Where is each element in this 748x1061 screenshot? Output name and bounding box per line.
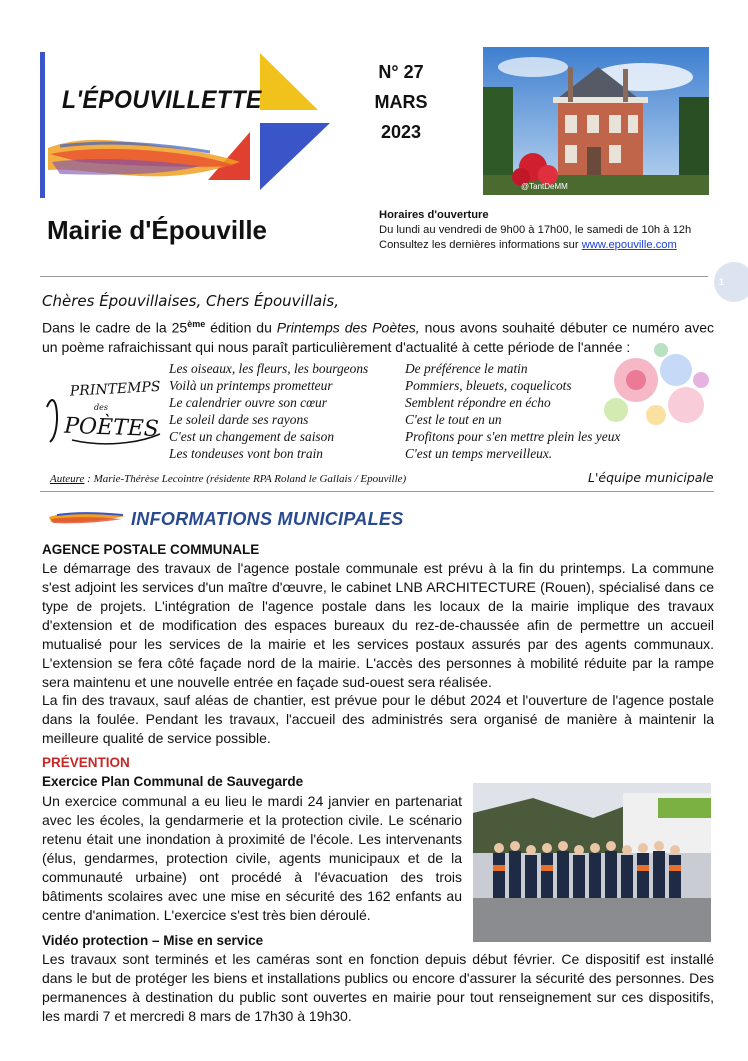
intro-sup: ème [187, 319, 206, 329]
section-title: INFORMATIONS MUNICIPALES [131, 509, 404, 529]
page-number: 1 [719, 277, 725, 287]
agence-title: AGENCE POSTALE COMMUNALE [42, 542, 260, 557]
epouvillette-logo [40, 50, 330, 200]
poem-line: C'est un changement de saison [169, 429, 335, 444]
divider [40, 276, 708, 277]
issue-year: 2023 [380, 122, 422, 142]
hours-title: Horaires d'ouverture [379, 209, 489, 221]
poem-line: Le soleil darde ses rayons [169, 412, 309, 427]
newsletter-title: L'ÉPOUVILLETTE [62, 86, 262, 114]
video-paragraph: Les travaux sont terminés et les caméras sont en fonction depuis début février. Ce dispositif est installé dans le but de protéger les biens et installations publics ou encore d'assurer la sécurité des personnes. Des permanences à destination du public sont ouvertes en mairie pour tout renseignement sur ces dispositifs, les mardi 7 et mercredi 8 mars de 17h30 à 19h30. [42, 951, 714, 1024]
poem-right-column [405, 360, 620, 462]
opening-hours [379, 208, 691, 253]
intro-text: édition du [205, 319, 277, 336]
poem-line: C'est le tout en un [405, 412, 502, 427]
exercice-paragraph: Un exercice communal a eu lieu le mardi 24 janvier en partenariat avec les écoles, la gendarmerie et la protection civile. Le scénario retenu était une inondation à proximité de l'école. Les intervenants (élus, gendarmes, protection civile, agents municipaux et de la communauté urbaine) ont procédé à l'évacuation des trois bâtiments scolaires avec une mise en sécurité des 162 enfants au centre d'animation. L'exercice s'est très bien déroulé. [42, 793, 462, 923]
author-text: : Marie-Thérèse Lecointre (résidente RPA Roland le Gallais / Epouville) [84, 473, 407, 485]
group-photo [473, 783, 711, 942]
poem-line: Profitons pour s'en mettre plein les yeux [405, 429, 621, 444]
poem-line: Les oiseaux, les fleurs, les bourgeons [169, 361, 369, 376]
hours-line: Du lundi au vendredi de 9h00 à 17h00, le samedi de 10h à 12h [379, 224, 692, 236]
logo-line-1: PRINTEMPS [69, 378, 161, 400]
intro-text: Dans le cadre de la 25 [42, 319, 188, 336]
signature: L'équipe municipale [588, 470, 714, 485]
town-hall-title: Mairie d'Épouville [47, 215, 268, 245]
poem-author [50, 473, 406, 485]
greeting: Chères Épouvillaises, Chers Épouvillais, [42, 292, 339, 310]
website-link[interactable]: www.epouville.com [581, 239, 677, 251]
section-brush-icon [47, 507, 127, 529]
event-name: Printemps des Poètes, [276, 319, 420, 336]
poem-left-column [169, 360, 368, 462]
logo-line-3: POÈTES [63, 413, 160, 442]
poem-line: Pommiers, bleuets, coquelicots [405, 378, 572, 393]
flowers-illustration [596, 340, 714, 440]
divider [40, 491, 714, 492]
printemps-des-poetes-logo [42, 372, 167, 452]
agence-paragraph-2: La fin des travaux, sauf aléas de chantier, est prévue pour le début 2024 et l'ouverture de l'agence postale dans la foulée. Pendant les travaux, l'accueil des administrés sera organisé de manière à maintenir la meilleure qualité de service possible. [42, 692, 714, 746]
video-title: Vidéo protection – Mise en service [42, 933, 264, 948]
intro-text: nous avons souhaité débuter ce numéro avec un poème rafraichissant qui nous paraît particulièrement d'actualité à cette période de l'année : [42, 319, 714, 355]
logo-line-2: des [94, 403, 108, 412]
exercice-title: Exercice Plan Communal de Sauvegarde [42, 774, 304, 789]
photo-credit: @TantDeMM [521, 182, 568, 191]
agence-paragraph-1: Le démarrage des travaux de l'agence postale communale est prévu à la fin du printemps. La commune s'est adjoint les services d'un maître d'œuvre, le cabinet LNB ARCHITECTURE (Rouen), spécialisé dans ce type de projets. L'intégration de l'agence postale dans les locaux de la mairie implique des travaux d'extension et de modification des espaces bureaux du rez-de-chaussée afin de permettre un accueil mutualisé pour les services de la mairie et les services postaux assurés par des agents communaux. L'extension se fera côté façade nord de la mairie. L'accès des personnes à mobilité réduite par la rampe sera maintenu et une nouvelle entrée en façade sud-ouest sera réalisée. [42, 560, 714, 690]
town-hall-photo [483, 47, 709, 195]
issue-month: MARS [374, 92, 428, 112]
author-label: Auteure [50, 473, 85, 485]
info-prefix: Consultez les dernières informations sur [379, 239, 582, 251]
poem-line: Semblent répondre en écho [405, 395, 551, 410]
poem-line: Voilà un printemps prometteur [169, 378, 333, 393]
prevention-heading: PRÉVENTION [42, 755, 130, 770]
issue-number: N° 27 [378, 62, 424, 82]
poem-line: C'est un temps merveilleux. [405, 446, 553, 461]
poem-line: Les tondeuses vont bon train [169, 446, 323, 461]
poem-line: De préférence le matin [405, 361, 528, 376]
poem-line: Le calendrier ouvre son cœur [169, 395, 327, 410]
